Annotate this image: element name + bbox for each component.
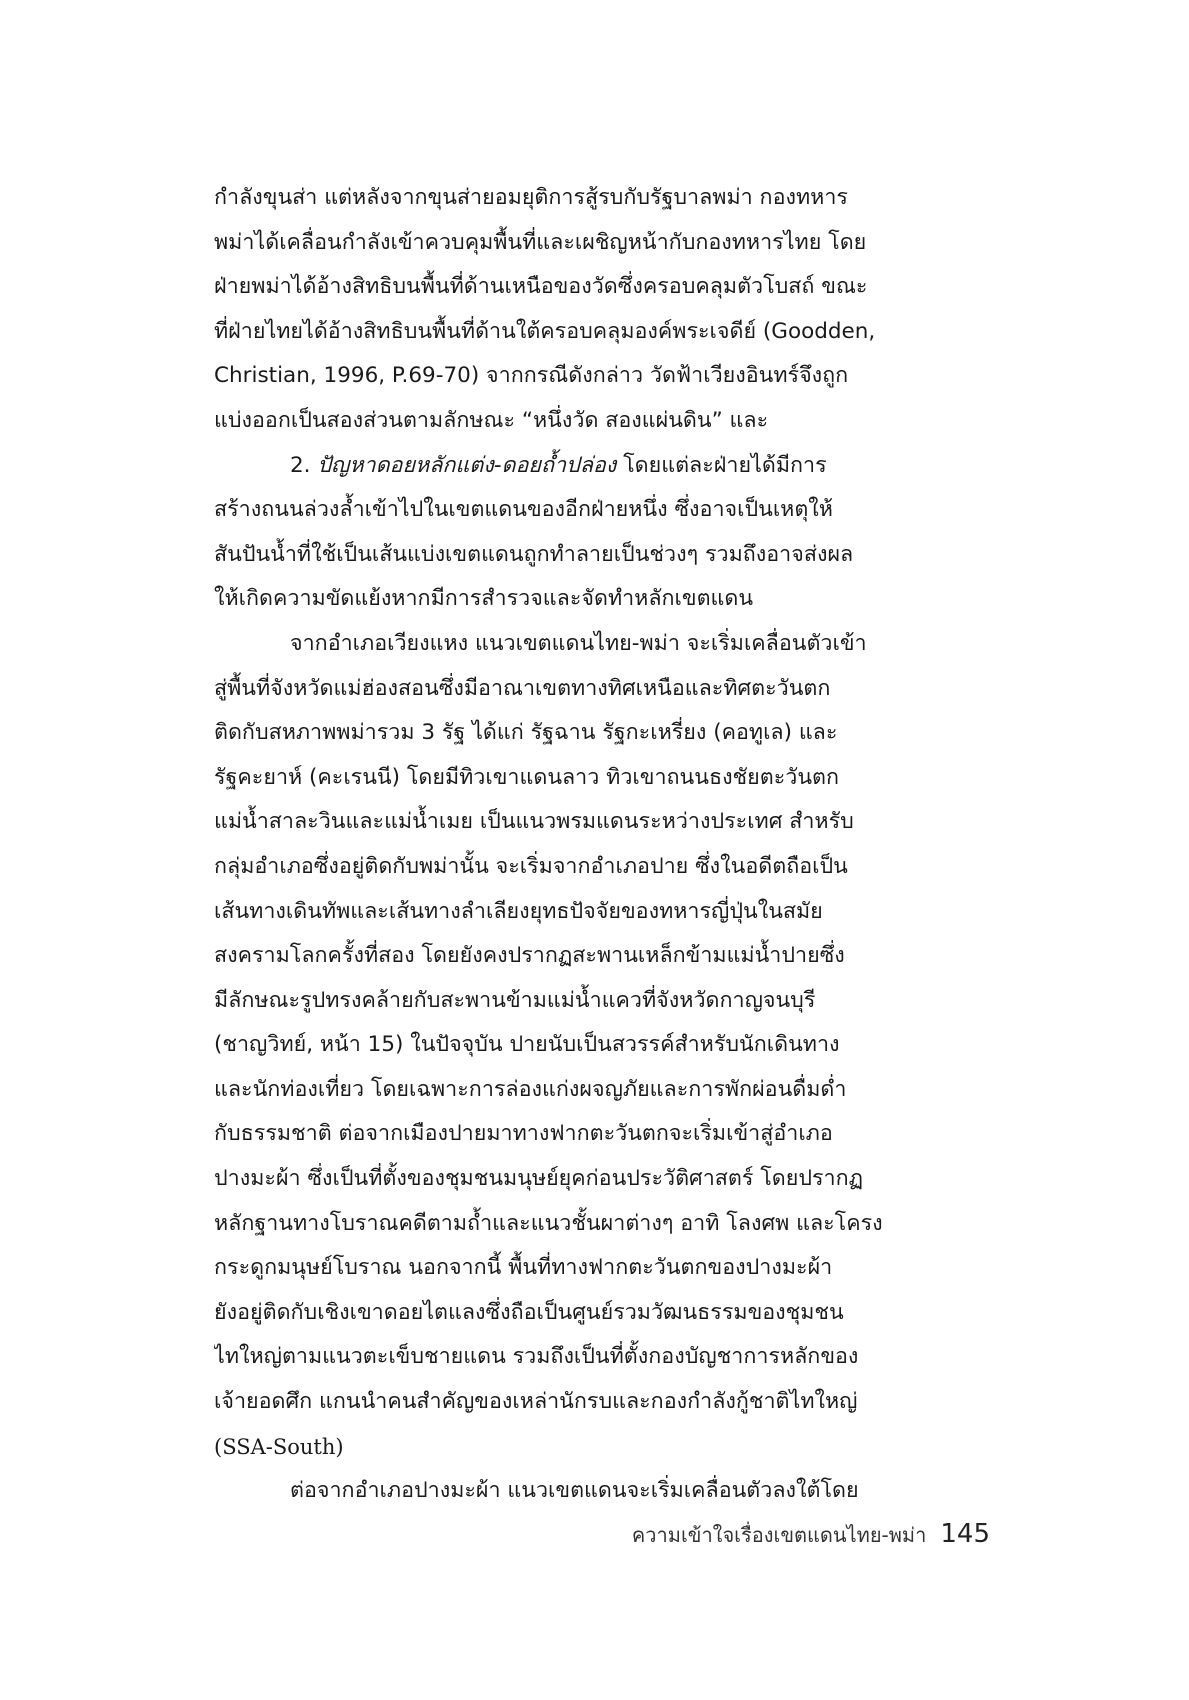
- text-line: ติดกับสหภาพพม่ารวม 3 รัฐ ได้แก่ รัฐฉาน รัฐกะเหรี่ยง (คอทูเล) และ: [214, 720, 838, 746]
- text-line: ไทใหญ่ตามแนวตะเข็บชายแดน รวมถึงเป็นที่ตั้งกองบัญชาการหลักของ: [214, 1344, 859, 1370]
- text-line: กระดูกมนุษย์โบราณ นอกจากนี้ พื้นที่ทางฟากตะวันตกของปางมะผ้า: [214, 1255, 833, 1281]
- text-line: และนักท่องเที่ยว โดยเฉพาะการล่องแก่งผจญภัยและการพักผ่อนดื่มด่ำ: [214, 1076, 847, 1102]
- text-line: สร้างถนนล่วงล้ำเข้าไปในเขตแดนของอีกฝ่ายหนึ่ง ซึ่งอาจเป็นเหตุให้: [214, 497, 833, 523]
- text-line: กำลังขุนส่า แต่หลังจากขุนส่ายอมยุติการสู้รบกับรัฐบาลพม่า กองทหาร: [214, 185, 848, 210]
- running-title: ความเข้าใจเรื่องเขตแดนไทย-พม่า: [631, 1523, 927, 1547]
- item-title: ปัญหาดอยหลักแต่ง-ดอยถ้ำปล่อง: [317, 452, 617, 478]
- text-line: จากอำเภอเวียงแหง แนวเขตแดนไทย-พม่า จะเริ่มเคลื่อนตัวเข้า: [290, 630, 867, 656]
- text-line: พม่าได้เคลื่อนกำลังเข้าควบคุมพื้นที่และเผชิญหน้ากับกองทหารไทย โดย: [214, 229, 867, 255]
- text-line: แบ่งออกเป็นสองส่วนตามลักษณะ “หนึ่งวัด สองแผ่นดิน” และ: [214, 407, 769, 433]
- text-line: ให้เกิดความขัดแย้งหากมีการสำรวจและจัดทำหลักเขตแดน: [214, 586, 754, 612]
- body-text: [214, 176, 989, 1514]
- text-line: สันปันน้ำที่ใช้เป็นเส้นแบ่งเขตแดนถูกทำลายเป็นช่วงๆ รวมถึงอาจส่งผล: [214, 541, 854, 567]
- text-line: สงครามโลกครั้งที่สอง โดยยังคงปรากฏสะพานเหล็กข้ามแม่น้ำปายซึ่ง: [214, 943, 845, 969]
- text-line: ปางมะผ้า ซึ่งเป็นที่ตั้งของชุมชนมนุษย์ยุคก่อนประวัติศาสตร์ โดยปรากฏ: [214, 1166, 864, 1192]
- page-number: 145: [940, 1519, 990, 1549]
- text-line: เจ้ายอดศึก แกนนำคนสำคัญของเหล่านักรบและกองกำลังกู้ชาติไทใหญ่: [214, 1389, 858, 1415]
- text-line: มีลักษณะรูปทรงคล้ายกับสะพานข้ามแม่น้ำแควที่จังหวัดกาญจนบุรี: [214, 987, 816, 1013]
- page-footer: [632, 1514, 990, 1554]
- text-line: กลุ่มอำเภอซึ่งอยู่ติดกับพม่านั้น จะเริ่มจากอำเภอปาย ซึ่งในอดีตถือเป็น: [214, 853, 848, 879]
- text-line: (SSA-South): [214, 1434, 344, 1459]
- text-line-item-2: [214, 444, 989, 489]
- item-text: โดยแต่ละฝ่ายได้มีการ: [623, 452, 827, 478]
- text-line: เส้นทางเดินทัพและเส้นทางลำเลียงยุทธปัจจัยของทหารญี่ปุ่นในสมัย: [214, 898, 823, 924]
- text-line: กับธรรมชาติ ต่อจากเมืองปายมาทางฟากตะวันตกจะเริ่มเข้าสู่อำเภอ: [214, 1121, 833, 1147]
- text-line: แม่น้ำสาละวินและแม่น้ำเมย เป็นแนวพรมแดนระหว่างประเทศ สำหรับ: [214, 809, 854, 835]
- text-line: ที่ฝ่ายไทยได้อ้างสิทธิบนพื้นที่ด้านใต้ครอบคลุมองค์พระเจดีย์ (Goodden,: [214, 318, 876, 344]
- text-line: หลักฐานทางโบราณคดีตามถ้ำและแนวชั้นผาต่างๆ อาทิ โลงศพ และโครง: [214, 1210, 883, 1236]
- text-line: ยังอยู่ติดกับเชิงเขาดอยไตแลงซึ่งถือเป็นศูนย์รวมวัฒนธรรมของชุมชน: [214, 1299, 844, 1325]
- text-line: (ชาญวิทย์, หน้า 15) ในปัจจุบัน ปายนับเป็นสวรรค์สำหรับนักเดินทาง: [214, 1032, 840, 1058]
- text-line: ต่อจากอำเภอปางมะผ้า แนวเขตแดนจะเริ่มเคลื่อนตัวลงใต้โดย: [290, 1478, 859, 1504]
- text-line: ฝ่ายพม่าได้อ้างสิทธิบนพื้นที่ด้านเหนือของวัดซึ่งครอบคลุมตัวโบสถ์ ขณะ: [214, 274, 868, 300]
- text-line: Christian, 1996, P.69-70) จากกรณีดังกล่าว วัดฟ้าเวียงอินทร์จึงถูก: [214, 363, 849, 389]
- item-number: 2.: [290, 452, 311, 478]
- text-line: สู่พื้นที่จังหวัดแม่ฮ่องสอนซึ่งมีอาณาเขตทางทิศเหนือและทิศตะวันตก: [214, 675, 831, 701]
- text-line: รัฐคะยาห์ (คะเรนนี) โดยมีทิวเขาแดนลาว ทิวเขาถนนธงชัยตะวันตก: [214, 764, 840, 790]
